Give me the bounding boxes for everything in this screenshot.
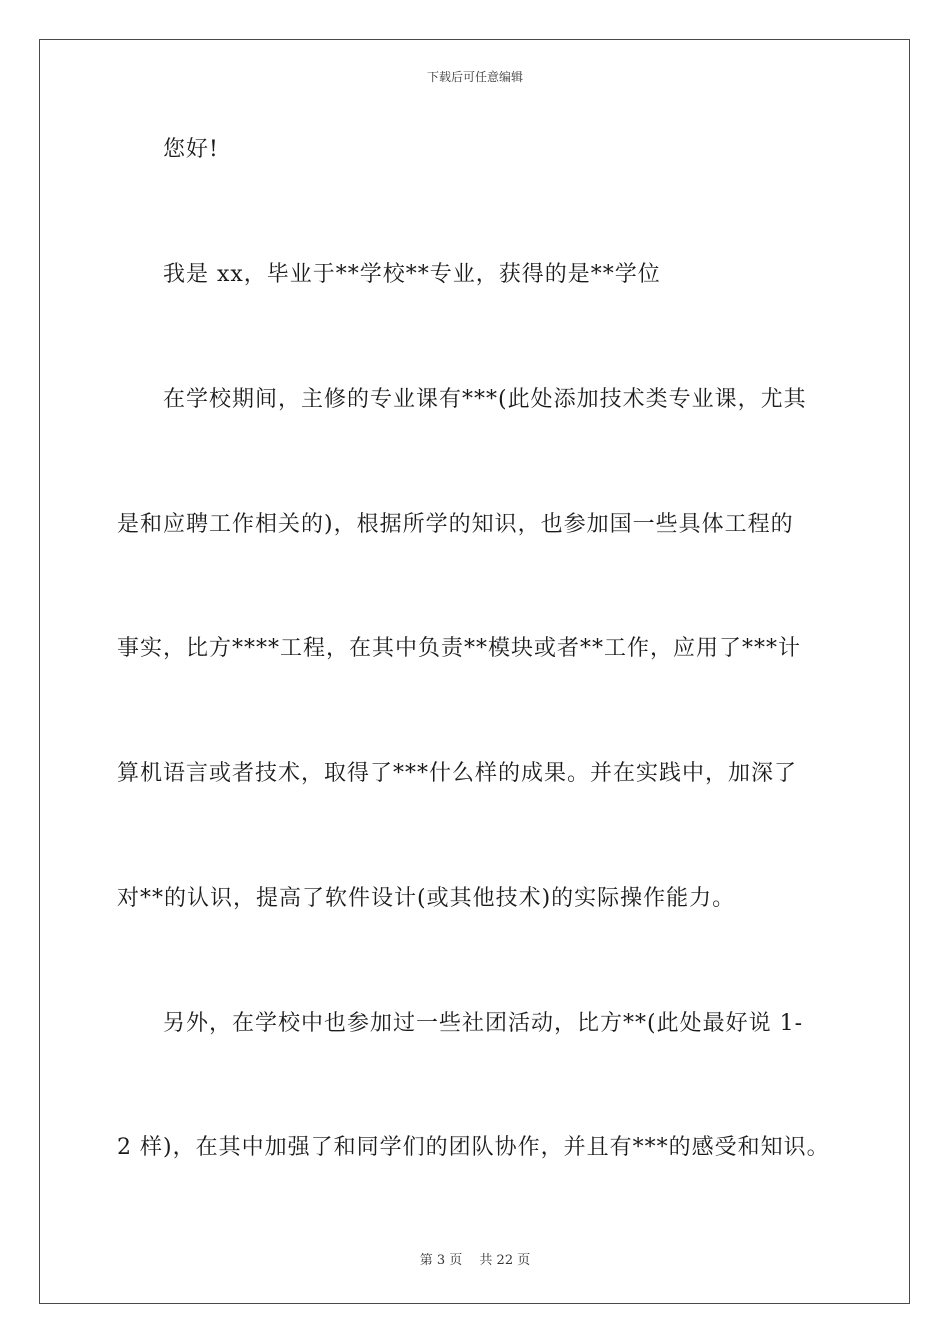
study-line-5: 对**的认识，提高了软件设计(或其他技术)的实际操作能力。 <box>117 886 736 911</box>
intro-line: 我是 xx，毕业于**学校**专业，获得的是**学位 <box>163 262 661 287</box>
activity-line-1: 另外，在学校中也参加过一些社团活动，比方**(此处最好说 1- <box>163 1011 804 1036</box>
header-note: 下载后可任意编辑 <box>426 70 523 84</box>
study-line-2: 是和应聘工作相关的)，根据所学的知识，也参加国一些具体工程的 <box>117 512 794 537</box>
page-number: 第 3 页 共 22 页 <box>419 1253 531 1268</box>
study-line-1: 在学校期间，主修的专业课有***(此处添加技术类专业课，尤其 <box>163 387 807 412</box>
activity-line-2: 2 样)，在其中加强了和同学们的团队协作，并且有***的感受和知识。 <box>117 1135 830 1160</box>
study-line-4: 算机语言或者技术，取得了***什么样的成果。并在实践中，加深了 <box>117 761 798 786</box>
greeting-line: 您好! <box>163 137 219 162</box>
study-line-3: 事实，比方****工程，在其中负责**模块或者**工作，应用了***计 <box>117 636 802 661</box>
page-border <box>39 39 910 1304</box>
